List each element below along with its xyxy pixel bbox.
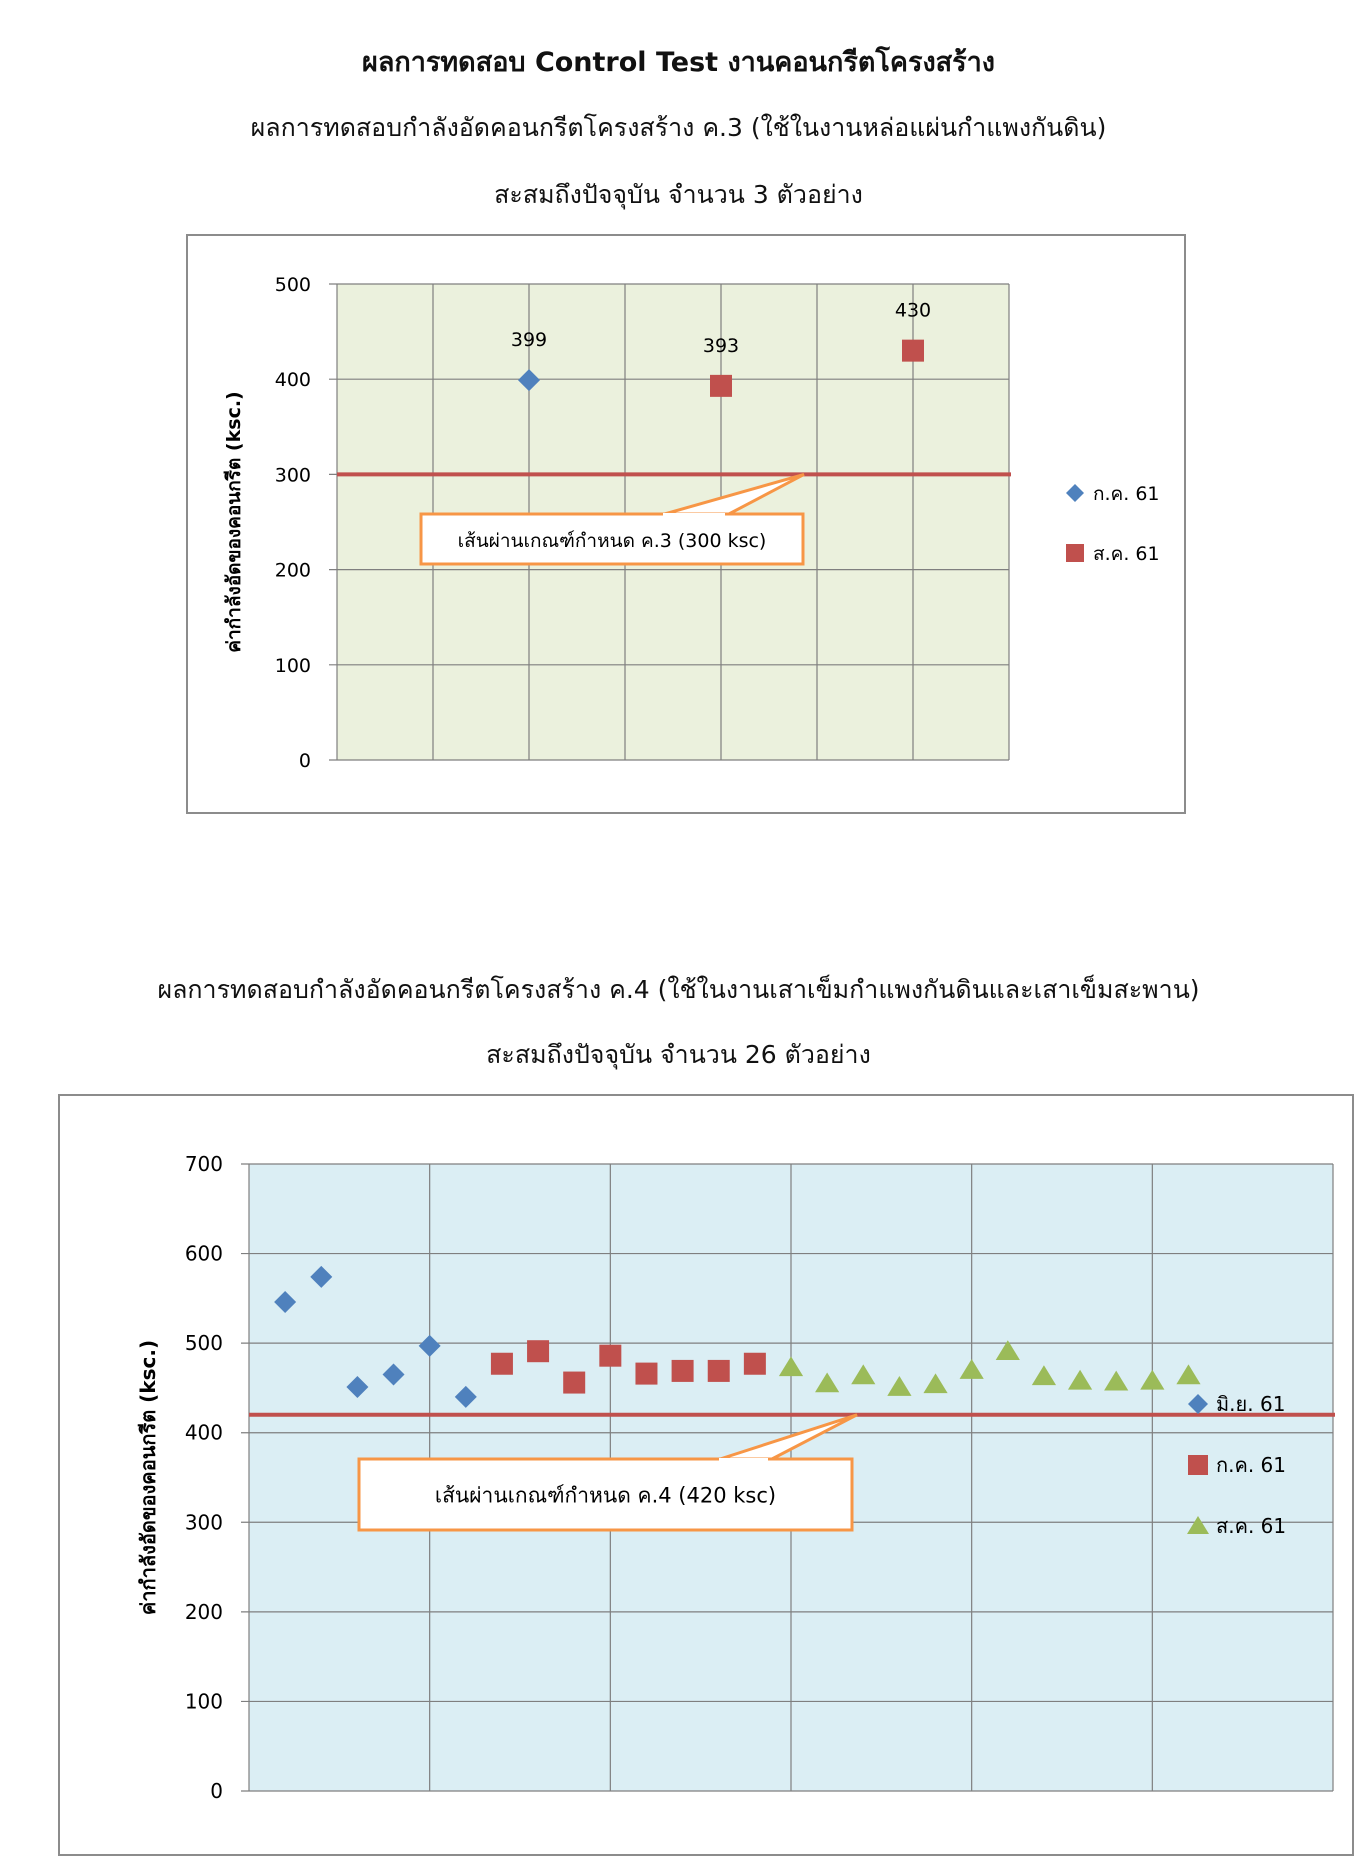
chart2-point-2 (527, 1340, 549, 1362)
chart1-data-label: 430 (894, 299, 932, 322)
chart2-ytick-label: 100 (184, 1689, 223, 1714)
chart2-point-2 (563, 1372, 585, 1394)
chart2-callout-gap (719, 1458, 768, 1463)
chart1-y-axis-label: ค่ากำลังอัดของคอนกรีต (ksc.) (223, 391, 245, 653)
chart2-point-2 (599, 1345, 621, 1367)
chart1-threshold-label: เส้นผ่านเกณฑ์กำหนด ค.3 (300 ksc) (457, 530, 767, 552)
chart2-threshold-label: เส้นผ่านเกณฑ์กำหนด ค.4 (420 ksc) (434, 1483, 777, 1508)
chart2-legend-label-1: มิ.ย. 61 (1216, 1392, 1286, 1416)
chart2-point-2 (708, 1360, 730, 1382)
page-title: ผลการทดสอบ Control Test งานคอนกรีตโครงสร้าง (362, 47, 995, 78)
chart1-data-label: 399 (510, 329, 548, 352)
chart2-ytick-label: 500 (184, 1331, 223, 1356)
chart1-ytick-label: 400 (274, 369, 311, 392)
chart1-frame (186, 234, 1186, 814)
chart2-ytick-label: 300 (184, 1510, 223, 1535)
chart2-point-2 (491, 1353, 513, 1375)
chart2-point-2 (672, 1360, 694, 1382)
chart1-callout-gap (663, 513, 725, 518)
chart1-point-2 (710, 375, 732, 397)
chart1-legend-label-2: ส.ค. 61 (1093, 543, 1160, 565)
chart1-ytick-label: 200 (274, 559, 311, 582)
chart1-legend-label-1: ก.ค. 61 (1093, 483, 1160, 505)
chart2-point-2 (635, 1363, 657, 1385)
chart2-frame (58, 1094, 1354, 1856)
chart2-y-axis-label: ค่ากำลังอัดของคอนกรีต (ksc.) (136, 1339, 160, 1616)
chart1-point-2 (902, 340, 924, 362)
chart1-title: ผลการทดสอบกำลังอัดคอนกรีตโครงสร้าง ค.3 (ใช้ในงานหล่อแผ่นกำแพงกันดิน) (250, 113, 1107, 142)
chart2-ytick-label: 600 (184, 1241, 223, 1266)
chart1-ytick-label: 100 (274, 654, 311, 677)
chart1-legend-marker-1 (1066, 484, 1084, 502)
chart2-legend-label-2: ก.ค. 61 (1216, 1453, 1287, 1477)
chart1-subtitle: สะสมถึงปัจจุบัน จำนวน 3 ตัวอย่าง (494, 180, 863, 209)
chart2-ytick-label: 0 (210, 1779, 223, 1803)
chart1-legend-marker-2 (1066, 544, 1084, 562)
chart2-ytick-label: 200 (184, 1599, 223, 1624)
chart1-data-label: 393 (702, 334, 740, 357)
chart2-ytick-label: 700 (184, 1152, 223, 1176)
chart2-legend-marker-2 (1188, 1455, 1208, 1475)
chart1-ytick-label: 300 (274, 464, 311, 487)
chart2-title: ผลการทดสอบกำลังอัดคอนกรีตโครงสร้าง ค.4 (ใช้ในงานเสาเข็มกำแพงกันดินและเสาเข็มสะพาน) (157, 975, 1200, 1004)
chart2-ytick-label: 400 (184, 1420, 223, 1445)
chart1-ytick-label: 0 (298, 750, 311, 772)
chart2-point-2 (744, 1353, 766, 1375)
chart2-svg (60, 1096, 1356, 1858)
chart2-subtitle: สะสมถึงปัจจุบัน จำนวน 26 ตัวอย่าง (486, 1040, 871, 1069)
chart1-svg (188, 236, 1188, 816)
chart2-legend-label-3: ส.ค. 61 (1216, 1514, 1287, 1538)
chart1-ytick-label: 500 (274, 274, 311, 296)
